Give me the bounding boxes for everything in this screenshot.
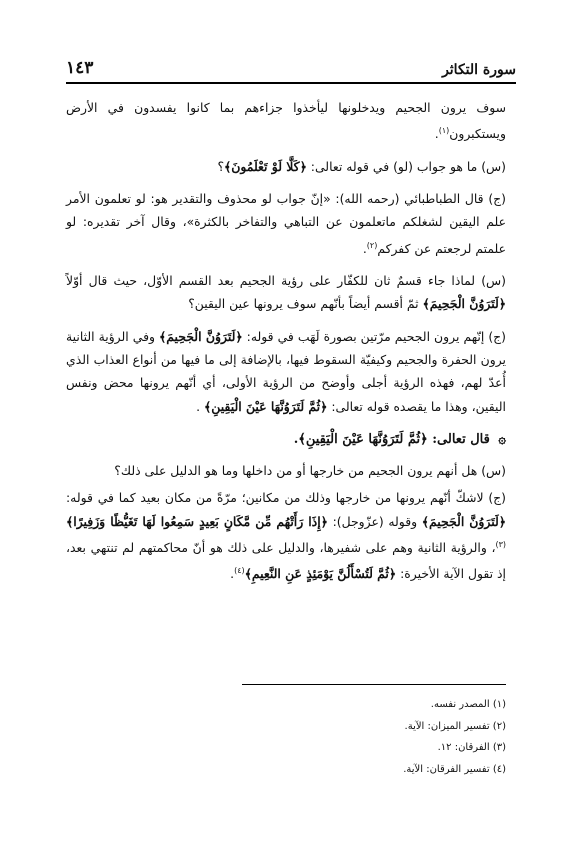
running-title: سورة التكاثر bbox=[442, 62, 516, 78]
ornament-icon: ۞ bbox=[498, 431, 506, 447]
footnote-ref: (٤) bbox=[234, 566, 245, 576]
paragraph-text: (س) هل أنهم يرون الجحيم من خارجها أو من داخلها وما هو الدليل على ذلك؟ bbox=[114, 463, 506, 479]
quran-quote: ﴿كَلَّا لَوْ تَعْلَمُونَ﴾ bbox=[224, 158, 307, 174]
paragraph-tail: . bbox=[230, 566, 235, 582]
footnote-ref: (٢) bbox=[366, 240, 378, 250]
quran-quote: ﴿لَتَرَوُنَّ الْجَحِيمَ﴾ bbox=[159, 328, 243, 344]
quran-quote: ﴿ثُمَّ لَتَرَوُنَّهَا عَيْنَ الْيَقِينِ﴾ bbox=[204, 398, 328, 414]
paragraph-text: (ج) قال الطباطبائي (رحمه الله): «إنّ جواب لو محذوف والتقدير هو: لو تعلمون الأمر علم اليقين لشغلكم ماتعلمون عن التباهي والتفاخر بالكثرة»، وقال آخر تقديره: لو علمتم لرجعتم عن كفركم bbox=[66, 191, 506, 256]
question-paragraph bbox=[66, 459, 506, 482]
paragraph-tail: . bbox=[434, 126, 439, 142]
quran-quote: ﴿إِذَا رَأَتْهُم مِّن مَّكَانٍ بَعِيدٍ سَمِعُوا لَهَا تَغَيُّظًا وَزَفِيرًا﴾ bbox=[66, 513, 328, 529]
paragraph-text: سوف يرون الجحيم ويدخلونها ليأخذوا جزاءهم بما كانوا يفسدون في الأرض ويستكبرون bbox=[66, 100, 506, 142]
answer-paragraph bbox=[66, 325, 506, 418]
page-number: ١٤٣ bbox=[66, 58, 94, 78]
section-heading-tail: . bbox=[293, 431, 299, 447]
paragraph-text: (س) لماذا جاء قسمٌ ثان للكفّار على رؤية الجحيم بعد القسم الأوّل، حيث قال أوّلاً bbox=[66, 273, 506, 289]
question-paragraph bbox=[66, 269, 506, 316]
paragraph-tail: . bbox=[196, 398, 201, 414]
quran-quote: ﴿لَتَرَوُنَّ الْجَحِيمَ﴾ bbox=[422, 296, 506, 312]
footnote-rule bbox=[242, 684, 506, 685]
paragraph-text: (ج) لاشكّ أنّهم يرونها من خارجها وذلك من مكانين؛ مرّةً من مكان بعيد كما في قوله: bbox=[66, 490, 506, 506]
paragraph-text: ، والرؤية الثانية وهم على شفيرها، والدليل على ذلك هو أنّ محاكمتهم لم تنتهي بعد، إذ تقول الآية الأخيرة: bbox=[66, 540, 506, 582]
footnote-ref: (١) bbox=[438, 126, 450, 136]
footnote: (٢) تفسير الميزان: الآية. bbox=[404, 720, 506, 732]
header-rule bbox=[66, 82, 516, 84]
answer-paragraph bbox=[66, 486, 506, 585]
question-paragraph bbox=[66, 155, 506, 178]
quran-quote: ﴿لَتَرَوُنَّ الْجَحِيمَ﴾ bbox=[421, 513, 507, 529]
footnote: (١) المصدر نفسه. bbox=[430, 699, 506, 710]
paragraph-text: ثمّ أقسم أيضاً بأنّهم سوف يرونها عين اليقين؟ bbox=[188, 296, 419, 312]
quran-quote: ﴿ثُمَّ لَتُسْأَلُنَّ يَوْمَئِذٍ عَنِ النَّعِيمِ﴾ bbox=[244, 566, 397, 582]
footnote-ref: (٣) bbox=[495, 540, 506, 549]
answer-paragraph bbox=[66, 187, 506, 260]
paragraph-text: (س) ما هو جواب (لو) في قوله تعالى: bbox=[310, 158, 506, 174]
footnote: (٤) تفسير الفرقان: الآية. bbox=[403, 763, 506, 775]
section-heading-label: قال تعالى: bbox=[432, 431, 490, 447]
paragraph-text: (ج) إنّهم يرون الجحيم مرّتين بصورة لَهَب في قوله: bbox=[246, 328, 506, 344]
paragraph-text: وفي الرؤية الثانية يرون الحفرة والجحيم وكيفيّة السقوط فيها، بالإضافة إلى ما فيها من أنواع العذاب الذي أُعدّ لهم، فهذه الرؤية أجلى وأوضح من الرؤية الأولى، أي أنّهم يرونها محض ونفس اليقين، وهذا ما يقصده قوله تعالى: bbox=[66, 328, 506, 414]
footnotes bbox=[260, 694, 506, 780]
paragraph bbox=[66, 96, 506, 146]
main-text bbox=[66, 96, 506, 595]
footnote: (٣) الفرقان: ١٢. bbox=[437, 742, 506, 753]
paragraph-tail: . bbox=[362, 240, 367, 256]
page-header bbox=[66, 58, 516, 80]
paragraph-tail: ؟ bbox=[217, 158, 225, 174]
paragraph-text: وقوله (عزّوجل): bbox=[332, 513, 418, 529]
section-heading bbox=[66, 428, 506, 451]
quran-quote: ﴿ثُمَّ لَتَرَوُنَّهَا عَيْنَ الْيَقِينِ﴾ bbox=[298, 431, 428, 447]
